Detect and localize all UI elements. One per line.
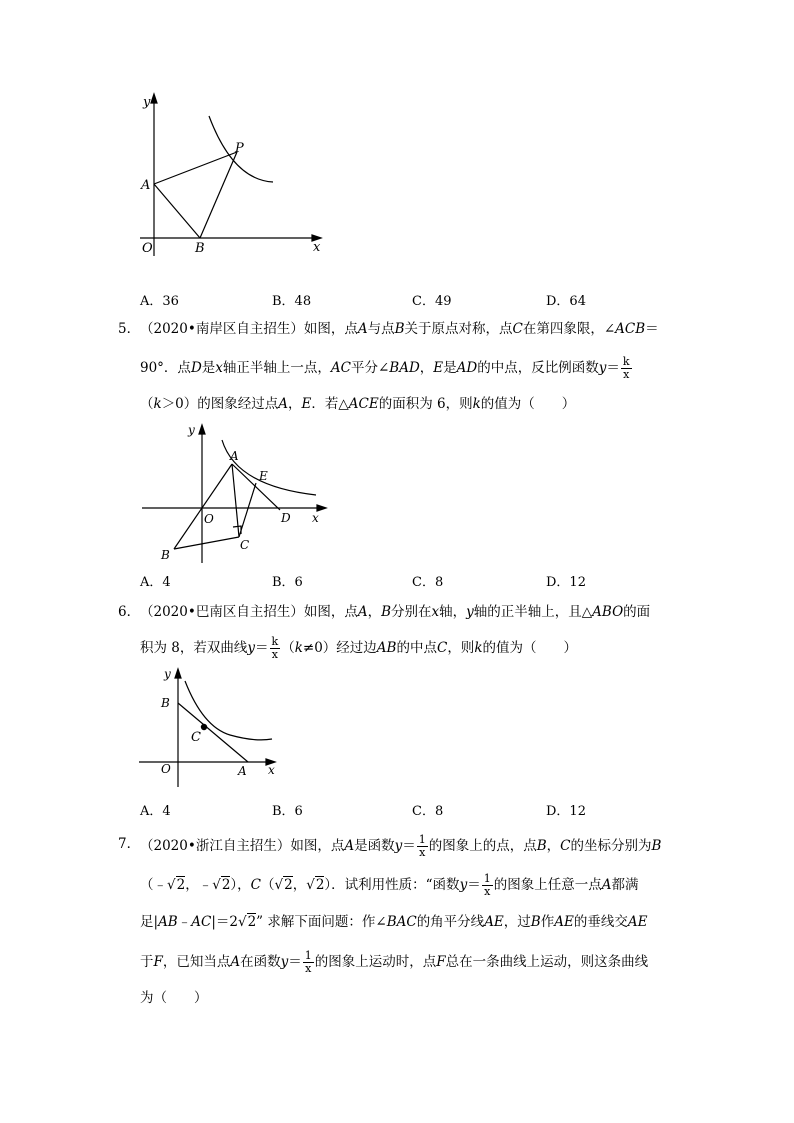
label-A: A <box>230 449 239 463</box>
figure-q6 <box>135 665 285 790</box>
q4-option-a[interactable]: A．36 <box>140 294 179 309</box>
q5-line-3: （k＞0）的图象经过点A，E．若△ACE的面积为 6，则k的值为（ ） <box>140 396 576 412</box>
q7-number: 7． <box>118 836 141 852</box>
label-A: A <box>238 764 247 778</box>
label-x: x <box>268 763 275 777</box>
segment-BP <box>200 152 237 238</box>
q6-options <box>140 800 700 820</box>
label-D: D <box>281 511 291 525</box>
q4-options <box>140 290 700 310</box>
fraction-1-over-x: $\frac{1}{x}$ <box>483 872 491 898</box>
fraction-k-over-x: $\frac{k}{x}$ <box>622 355 630 381</box>
label-E: E <box>259 469 268 483</box>
q5-options <box>140 571 700 591</box>
q6-line-2: 积为 8，若双曲线y＝ $\frac{k}{x}$ （k≠0）经过边AB的中点C，则k的值为（ ） <box>140 635 577 661</box>
segment-AD <box>232 464 280 510</box>
q7-line-2: （﹣√2，﹣√2），C（√2，√2）．试利用性质：“函数y＝ $\frac{1}{x}$ 的图象上任意一点A都满 <box>140 872 639 898</box>
label-O: O <box>142 241 153 256</box>
label-y: y <box>188 423 195 437</box>
label-B: B <box>161 696 170 710</box>
label-C: C <box>191 730 201 745</box>
segment-BC <box>174 537 239 549</box>
q6-option-d[interactable]: D．12 <box>546 804 586 819</box>
label-O: O <box>161 762 171 776</box>
q6-line-1: （2020•巴南区自主招生）如图，点A，B分别在x轴，y轴的正半轴上，且△ABO的面 <box>140 604 651 620</box>
segment-AP <box>154 152 237 184</box>
q5-option-c[interactable]: C．8 <box>412 575 444 590</box>
fraction-k-over-x: $\frac{k}{x}$ <box>271 635 279 661</box>
q5-option-d[interactable]: D．12 <box>546 575 586 590</box>
label-P: P <box>235 141 244 156</box>
y-axis-arrow <box>199 425 205 434</box>
q5-line-2: 90°．点D是x轴正半轴上一点，AC平分∠BAD，E是AD的中点，反比例函数y＝ $\frac{k}{x}$ <box>140 355 630 381</box>
q5-line-1: （2020•南岸区自主招生）如图，点A与点B关于原点对称，点C在第四象限，∠ACB＝ <box>140 321 659 337</box>
q4-option-d[interactable]: D．64 <box>546 294 586 309</box>
figure-q5 <box>140 420 340 565</box>
q7-line-5: 为（ ） <box>140 990 208 1006</box>
label-B: B <box>161 548 170 562</box>
label-B: B <box>195 241 205 256</box>
q7-line-3: 足|AB﹣AC|＝2√2” 求解下面问题：作∠BAC的角平分线AE，过B作AE的垂线交AE <box>140 914 648 930</box>
q6-option-a[interactable]: A．4 <box>140 804 171 819</box>
label-x: x <box>312 511 319 525</box>
q7-line-1: （2020•浙江自主招生）如图，点A是函数y＝ $\frac{1}{x}$ 的图象上的点，点B，C的坐标分别为B <box>140 833 662 859</box>
q5-number: 5． <box>118 321 141 337</box>
q4-option-c[interactable]: C．49 <box>412 294 452 309</box>
y-axis-arrow <box>175 669 181 678</box>
point-C <box>201 724 207 730</box>
q6-option-b[interactable]: B．6 <box>272 804 303 819</box>
label-A: A <box>141 178 151 193</box>
fraction-1-over-x: $\frac{1}{x}$ <box>304 949 312 975</box>
q5-option-a[interactable]: A．4 <box>140 575 171 590</box>
label-C: C <box>240 538 250 552</box>
label-y: y <box>164 667 171 681</box>
q4-option-b[interactable]: B．48 <box>272 294 312 309</box>
q6-number: 6． <box>118 604 141 620</box>
segment-AB <box>174 464 232 549</box>
label-y: y <box>143 95 151 110</box>
fraction-1-over-x: $\frac{1}{x}$ <box>418 833 426 859</box>
y-axis-arrow <box>151 94 157 103</box>
label-x: x <box>313 240 321 255</box>
segment-AB <box>178 703 248 762</box>
figure-q4 <box>135 90 335 260</box>
q7-line-4: 于F，已知当点A在函数y＝ $\frac{1}{x}$ 的图象上运动时，点F总在一条曲线上运动，则这条曲线 <box>140 949 649 975</box>
q6-option-c[interactable]: C．8 <box>412 804 444 819</box>
q5-option-b[interactable]: B．6 <box>272 575 303 590</box>
segment-AB <box>154 184 200 238</box>
label-O: O <box>204 512 214 526</box>
